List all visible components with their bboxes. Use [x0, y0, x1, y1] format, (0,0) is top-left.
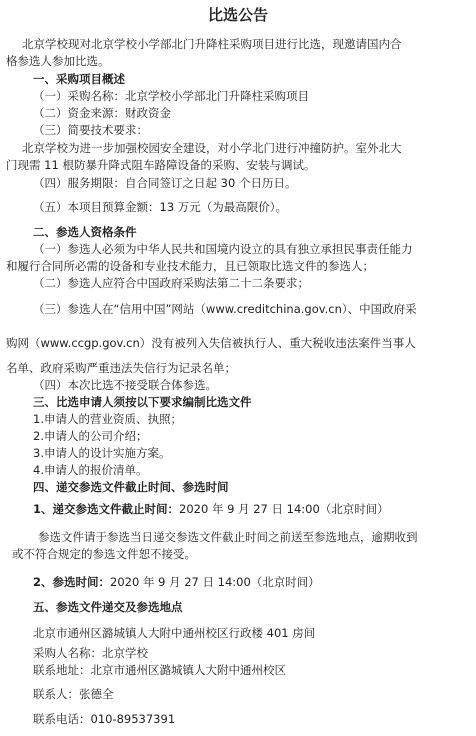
submission-note: 或不符合规定的参选文件恕不接受。	[12, 547, 196, 561]
intro-line: 格参选人参加比选。	[6, 54, 110, 68]
contact-address: 联系地址：北京市通州区潞城镇人大附中通州校区	[33, 663, 286, 677]
document-requirement: 4.申请人的报价清单。	[33, 463, 148, 477]
document-title: 比选公告	[207, 6, 268, 24]
section-heading-qualifications: 二、参选人资格条件	[33, 225, 137, 239]
tech-requirements-label: （三）简要技术要求：	[33, 123, 148, 137]
budget-amount: （五）本项目预算金额：13 万元（为最高限价）。	[33, 200, 288, 214]
contact-phone: 联系电话：010-89537391	[33, 712, 176, 726]
submission-address: 北京市通州区潞城镇人大附中通州校区行政楼 401 房间	[33, 626, 316, 640]
intro-line: 北京学校现对北京学校小学部北门升降柱采购项目进行比选，现邀请国内合	[22, 37, 402, 51]
document-requirement: 3.申请人的设计实施方案。	[33, 446, 171, 460]
service-period: （四）服务期限：自合同签订之日起 30 个日历日。	[33, 176, 297, 190]
qualification-item: （二）参选人应符合中国政府采购法第二十二条要求；	[33, 276, 309, 290]
selection-time-value: 2020 年 9 月 27 日 14:00（北京时间）	[110, 575, 320, 589]
submission-deadline	[33, 502, 389, 516]
submission-deadline-value: 2020 年 9 月 27 日 14:00（北京时间）	[179, 502, 389, 516]
document-requirement: 2.申请人的公司介绍；	[33, 429, 148, 443]
section-heading-overview: 一、采购项目概述	[33, 72, 125, 86]
qualification-item: （一）参选人必须为中华人民共和国境内设立的具有独立承担民事责任能力	[33, 242, 413, 256]
qualification-item: 名单、政府采购严重违法失信行为记录名单；	[6, 361, 236, 375]
section-heading-location: 五、参选文件递交及参选地点	[33, 600, 183, 614]
qualification-item: 和履行合同所必需的设备和专业技术能力，且已领取比选文件的参选人；	[6, 259, 374, 273]
section-heading-deadlines: 四、递交参选文件截止时间、参选时间	[33, 480, 229, 494]
submission-deadline-label: 1、递交参选文件截止时间：	[33, 502, 180, 516]
qualification-item: （四）本次比选不接受联合体参选。	[33, 378, 217, 392]
procurement-name: （一）采购名称：北京学校小学部北门升降柱采购项目	[33, 89, 309, 103]
qualification-item: 购网（www.ccgp.gov.cn）没有被列入失信被执行人、重大税收违法案件当事人	[6, 336, 416, 350]
fund-source: （二）资金来源：财政资金	[33, 106, 171, 120]
purchaser-name: 采购人名称：北京学校	[33, 646, 148, 660]
selection-time	[33, 575, 320, 589]
selection-time-label: 2、参选时间：	[33, 575, 111, 589]
document-requirement: 1.申请人的营业资质、执照；	[33, 412, 182, 426]
section-heading-documents: 三、比选申请人须按以下要求编制比选文件	[33, 395, 252, 409]
qualification-item: （三）参选人在“信用中国”网站（www.creditchina.gov.cn）、中国政府采	[33, 302, 417, 316]
contact-person: 联系人：张德全	[33, 687, 114, 701]
submission-note: 参选文件请于参选当日递交参选文件截止时间之前送至参选地点，逾期收到	[38, 530, 418, 544]
tech-requirements-text: 北京学校为进一步加强校园安全建设，对小学北门进行冲撞防护。室外北大	[22, 141, 402, 155]
tech-requirements-text: 门现需 11 根防暴升降式阻车路障设备的采购、安装与调试。	[6, 158, 316, 172]
